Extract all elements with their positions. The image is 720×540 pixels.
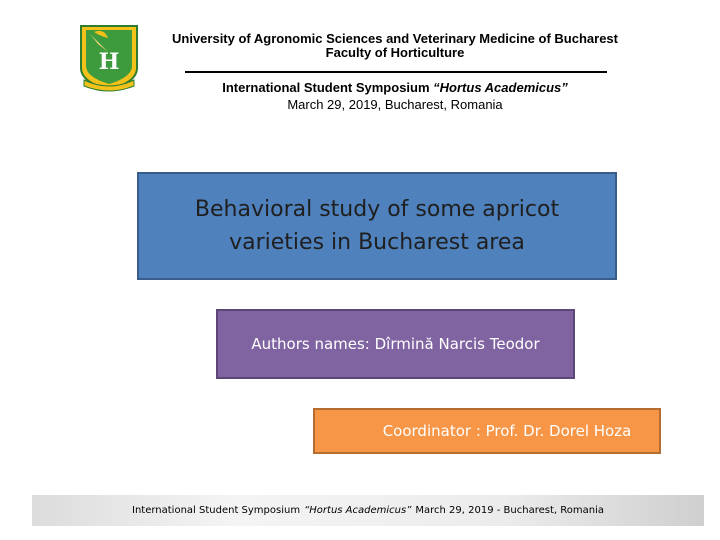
footer-prefix: International Student Symposium	[132, 505, 301, 516]
title-box	[137, 172, 617, 280]
presentation-title: Behavioral study of some apricot varieties in Bucharest area	[194, 197, 560, 255]
university-name: University of Agronomic Sciences and Veterinary Medicine of Bucharest	[172, 31, 618, 46]
authors-text: Authors names: Dîrmină Narcis Teodor	[251, 335, 540, 353]
faculty-name: Faculty of Horticulture	[325, 45, 465, 60]
symposium-name: “Hortus Academicus”	[433, 80, 568, 95]
footer-symposium-name: “Hortus Academicus”	[304, 505, 412, 516]
coordinator-text: Coordinator : Prof. Dr. Dorel Hoza	[382, 422, 632, 440]
date-place: March 29, 2019, Bucharest, Romania	[287, 97, 503, 112]
logo-letters: H	[98, 49, 120, 75]
faculty-logo	[78, 24, 140, 92]
coordinator-box	[313, 408, 661, 454]
footer-date-place: March 29, 2019 - Bucharest, Romania	[415, 505, 604, 516]
symposium-prefix: International Student Symposium	[222, 80, 430, 95]
footer-bar	[32, 495, 704, 526]
header-divider	[185, 71, 607, 73]
symposium-line	[150, 80, 640, 95]
authors-box	[216, 309, 575, 379]
